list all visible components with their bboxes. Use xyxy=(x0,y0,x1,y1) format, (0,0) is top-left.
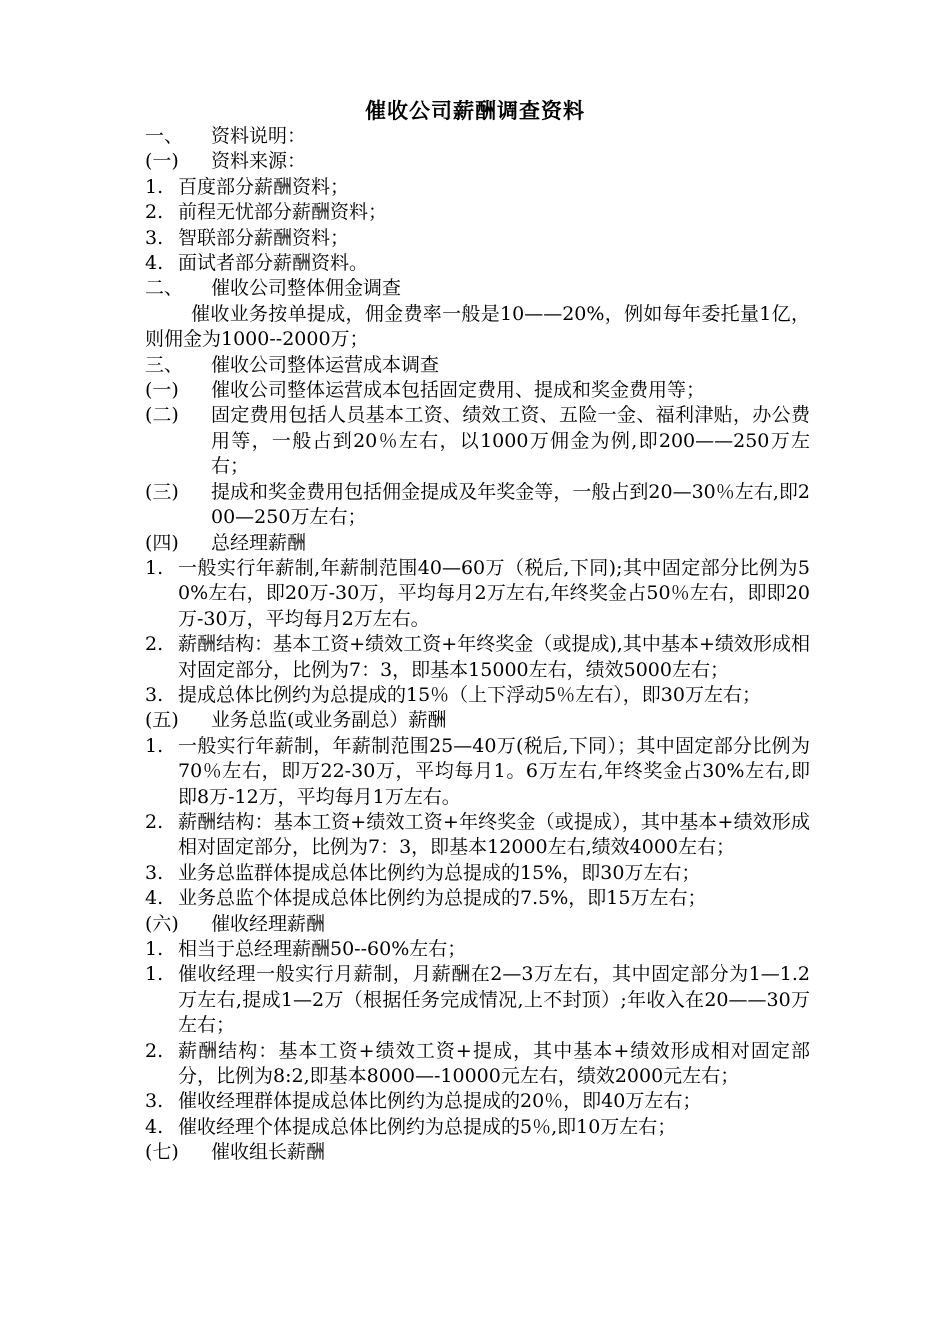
item-number: 二、 xyxy=(145,277,184,300)
list-item xyxy=(145,962,810,1038)
item-number: 4. xyxy=(145,1115,164,1138)
document-title: 催收公司薪酬调查资料 xyxy=(365,98,585,123)
list-item xyxy=(145,937,810,962)
section-heading xyxy=(145,124,810,149)
item-number: 2. xyxy=(145,201,164,224)
item-text: 资料说明： xyxy=(211,125,307,147)
item-text: 薪酬结构：基本工资+绩效工资+年终奖金（或提成),其中基本+绩效形成相对固定部分，比例为7：3，即基本15000左右，绩效5000左右； xyxy=(178,633,810,681)
list-item xyxy=(145,1039,810,1090)
list-item xyxy=(145,632,810,683)
item-text: 提成和奖金费用包括佣金提成及年奖金等，一般占到20—30％左右,即200—250万左右； xyxy=(211,480,810,529)
item-text: 催收经理群体提成总体比例约为总提成的20％，即40万左右； xyxy=(178,1090,702,1113)
list-item xyxy=(145,200,810,225)
list-item xyxy=(145,810,810,861)
list-item xyxy=(145,1115,810,1140)
item-text: 业务总监个体提成总体比例约为总提成的7.5%，即15万左右； xyxy=(178,887,707,910)
item-text: 催收经理一般实行月薪制，月薪酬在2—3万左右，其中固定部分为1—1.2万左右,提成1—2万（根据任务完成情况,上不封顶）;年收入在20——30万左右； xyxy=(178,963,810,1037)
item-number: 1. xyxy=(145,963,164,986)
item-text: 一般实行年薪制,年薪制范围40—60万（税后,下同);其中固定部分比例为50%左右，即20万-30万，平均每月2万左右,年终奖金占50％左右，即即20万-30万，平均每月2万左右。 xyxy=(178,556,810,630)
item-text: 薪酬结构：基本工资+绩效工资+年终奖金（或提成），其中基本+绩效形成相对固定部分，比例为7：3，即基本12000左右,绩效4000左右； xyxy=(178,810,810,859)
section-heading xyxy=(145,1140,810,1165)
item-number: 3. xyxy=(145,683,164,706)
item-text: 催收公司整体佣金调查 xyxy=(211,277,402,300)
section-heading xyxy=(145,531,810,556)
list-item xyxy=(145,861,810,886)
item-text: 催收经理个体提成总体比例约为总提成的5％,即10万左右； xyxy=(178,1115,677,1138)
item-text: 百度部分薪酬资料； xyxy=(178,175,350,198)
paragraph: 催收业务按单提成，佣金费率一般是10——20%，例如每年委托量1亿，则佣金为1000--2000万； xyxy=(145,302,810,351)
item-number: 2. xyxy=(145,1039,164,1062)
item-text: 业务总监(或业务副总）薪酬 xyxy=(211,709,447,732)
item-number: 2. xyxy=(145,810,164,833)
item-text: 前程无忧部分薪酬资料； xyxy=(178,201,388,224)
item-number: 3. xyxy=(145,861,164,884)
item-number: (二) xyxy=(145,404,179,427)
item-number: (一) xyxy=(145,379,179,402)
item-text: 相当于总经理薪酬50--60%左右； xyxy=(178,938,467,960)
item-text: 智联部分薪酬资料； xyxy=(178,226,350,249)
section-heading xyxy=(145,708,810,733)
list-item xyxy=(145,734,810,810)
list-item xyxy=(145,175,810,200)
section-heading xyxy=(145,378,810,403)
list-item xyxy=(145,226,810,251)
item-number: (七) xyxy=(145,1141,179,1164)
item-text: 催收经理薪酬 xyxy=(211,912,326,935)
item-text: 资料来源： xyxy=(211,150,307,173)
list-item xyxy=(145,683,810,708)
item-number: 2. xyxy=(145,633,164,656)
list-item xyxy=(145,251,810,276)
item-number: (五) xyxy=(145,709,179,732)
item-text: 固定费用包括人员基本工资、绩效工资、五险一金、福利津贴，办公费用等，一般占到20％左右，以1000万佣金为例,即200——250万左右； xyxy=(211,404,810,478)
item-number: (三) xyxy=(145,480,179,503)
item-number: 1. xyxy=(145,734,164,757)
list-item xyxy=(145,1089,810,1114)
section-heading xyxy=(145,912,810,937)
item-number: (一) xyxy=(145,150,179,173)
item-number: 4. xyxy=(145,887,164,910)
list-item xyxy=(145,556,810,632)
item-number: 一、 xyxy=(145,125,184,147)
item-number: 三、 xyxy=(145,353,184,376)
item-text: 提成总体比例约为总提成的15％（上下浮动5％左右），即30万左右； xyxy=(178,683,761,706)
item-number: 4. xyxy=(145,252,164,275)
item-text: 催收组长薪酬 xyxy=(211,1141,326,1164)
section-heading xyxy=(145,353,810,378)
item-number: 1. xyxy=(145,556,164,579)
section-heading xyxy=(145,149,810,174)
item-number: 3. xyxy=(145,226,164,249)
item-text: 总经理薪酬 xyxy=(211,531,307,554)
section-heading xyxy=(145,480,810,531)
item-text: 一般实行年薪制，年薪制范围25—40万(税后,下同）；其中固定部分比例为70％左右，即万22-30万，平均每月1。6万左右,年终奖金占30%左右,即即8万-12万，平均每月1万左右。 xyxy=(178,734,810,808)
document-body xyxy=(145,124,810,1166)
item-number: 1. xyxy=(145,938,164,960)
item-text: 催收公司整体运营成本包括固定费用、提成和奖金费用等； xyxy=(211,379,706,402)
item-number: 3. xyxy=(145,1090,164,1113)
item-text: 催收公司整体运营成本调查 xyxy=(211,353,440,376)
item-text: 面试者部分薪酬资料。 xyxy=(178,252,369,275)
section-heading xyxy=(145,276,810,301)
section-heading xyxy=(145,403,810,479)
item-text: 业务总监群体提成总体比例约为总提成的15%，即30万左右； xyxy=(178,861,701,884)
item-number: (六) xyxy=(145,912,179,935)
item-number: (四) xyxy=(145,531,179,554)
list-item xyxy=(145,886,810,911)
item-text: 薪酬结构：基本工资+绩效工资+提成，其中基本+绩效形成相对固定部分，比例为8:2,即基本8000—-10000元左右，绩效2000元左右； xyxy=(178,1039,810,1088)
item-number: 1. xyxy=(145,175,164,198)
